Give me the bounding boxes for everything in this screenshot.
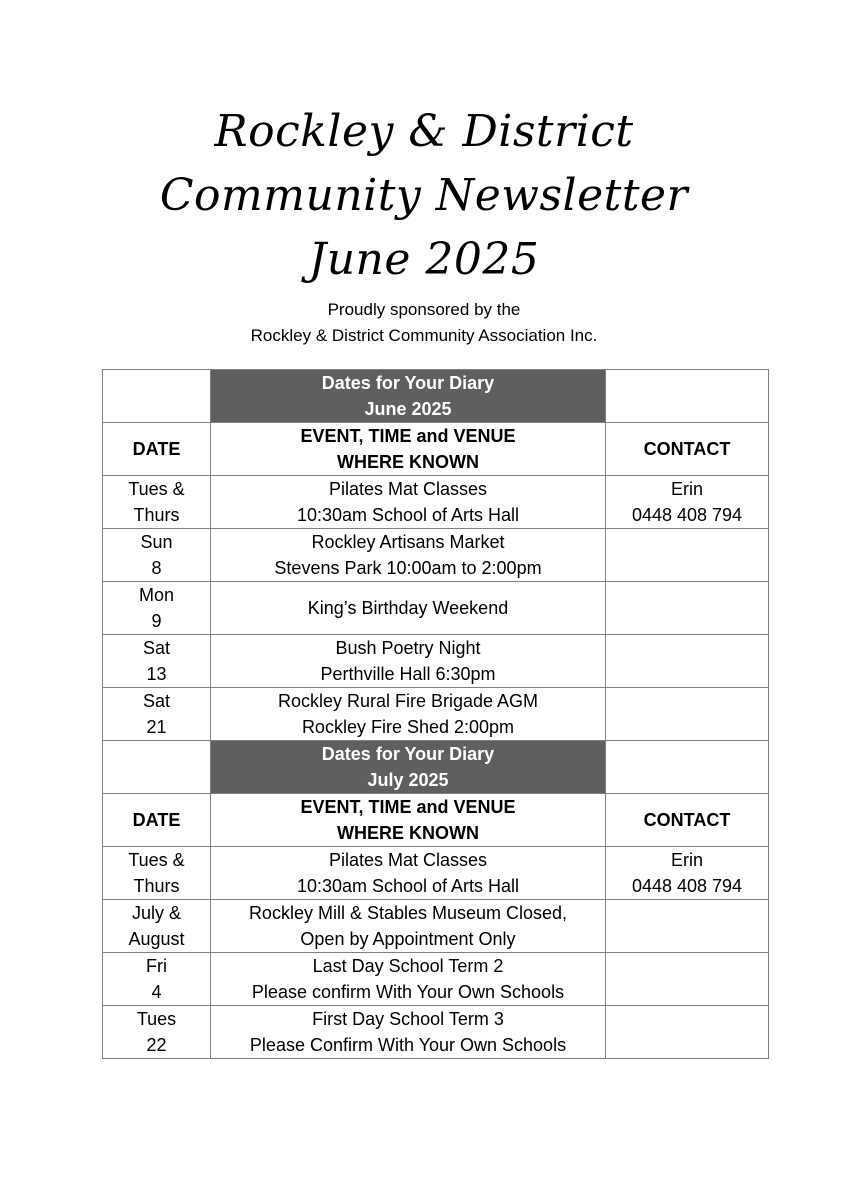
date-cell xyxy=(103,476,211,529)
event-cell xyxy=(211,1006,606,1059)
event-cell xyxy=(211,688,606,741)
event-cell xyxy=(211,582,606,635)
date-line-1: Mon xyxy=(138,585,174,605)
event-line-2: Please Confirm With Your Own Schools xyxy=(249,1035,567,1055)
event-line-2: Rockley Fire Shed 2:00pm xyxy=(301,717,515,737)
title-line-3: June 2025 xyxy=(308,234,540,285)
event-cell xyxy=(211,953,606,1006)
date-cell xyxy=(103,900,211,953)
date-cell xyxy=(103,635,211,688)
table-row xyxy=(103,476,769,529)
event-line-1: Pilates Mat Classes xyxy=(328,850,488,870)
date-line-1: Tues & xyxy=(128,479,185,499)
contact-name: Erin xyxy=(670,479,703,499)
section-heading-month: June 2025 xyxy=(364,399,452,419)
section-heading-row xyxy=(103,370,769,423)
date-line-2: Thurs xyxy=(133,505,180,525)
section-heading-month: July 2025 xyxy=(367,770,449,790)
event-line-2: Please confirm With Your Own Schools xyxy=(251,982,565,1002)
sponsor-line-1: Proudly sponsored by the xyxy=(327,300,521,319)
sponsor-text xyxy=(0,297,848,349)
contact-name: Erin xyxy=(670,850,703,870)
newsletter-title xyxy=(0,100,848,292)
event-cell xyxy=(211,529,606,582)
table-row xyxy=(103,529,769,582)
date-cell xyxy=(103,529,211,582)
table-row xyxy=(103,953,769,1006)
event-line-1: King’s Birthday Weekend xyxy=(307,598,509,618)
contact-cell xyxy=(606,953,769,1006)
contact-cell xyxy=(606,635,769,688)
title-line-2: Community Newsletter xyxy=(159,170,689,221)
event-line-1: Rockley Mill & Stables Museum Closed, xyxy=(248,903,568,923)
date-line-1: Fri xyxy=(146,956,167,976)
table-row xyxy=(103,1006,769,1059)
contact-phone: 0448 408 794 xyxy=(631,876,743,896)
date-cell xyxy=(103,953,211,1006)
table-row xyxy=(103,900,769,953)
column-header-contact: CONTACT xyxy=(606,794,769,847)
diary-table xyxy=(102,369,769,1059)
date-cell xyxy=(103,582,211,635)
column-header-event-line-1: EVENT, TIME and VENUE xyxy=(300,426,516,446)
date-line-2: 4 xyxy=(151,982,162,1002)
event-line-1: First Day School Term 3 xyxy=(312,1009,504,1029)
date-line-1: July & xyxy=(131,903,182,923)
contact-cell xyxy=(606,900,769,953)
event-cell xyxy=(211,476,606,529)
date-line-1: Tues & xyxy=(128,850,185,870)
contact-cell xyxy=(606,476,769,529)
column-header-event-line-2: WHERE KNOWN xyxy=(337,452,479,472)
date-cell xyxy=(103,1006,211,1059)
column-header-date: DATE xyxy=(103,423,211,476)
empty-cell xyxy=(103,741,211,794)
event-cell xyxy=(211,635,606,688)
column-header-row xyxy=(103,423,769,476)
event-line-2: Stevens Park 10:00am to 2:00pm xyxy=(274,558,542,578)
table-row xyxy=(103,847,769,900)
event-line-1: Rockley Rural Fire Brigade AGM xyxy=(277,691,539,711)
section-heading xyxy=(211,741,606,794)
date-line-1: Sat xyxy=(142,691,171,711)
date-cell xyxy=(103,847,211,900)
column-header-row xyxy=(103,794,769,847)
event-line-1: Bush Poetry Night xyxy=(335,638,481,658)
contact-cell xyxy=(606,582,769,635)
event-line-2: Open by Appointment Only xyxy=(300,929,516,949)
date-line-1: Sun xyxy=(140,532,173,552)
empty-cell xyxy=(606,741,769,794)
date-line-2: 21 xyxy=(146,717,167,737)
empty-cell xyxy=(103,370,211,423)
date-line-2: 9 xyxy=(151,611,162,631)
event-line-1: Last Day School Term 2 xyxy=(312,956,504,976)
date-line-2: 13 xyxy=(146,664,167,684)
column-header-event xyxy=(211,794,606,847)
date-line-2: 8 xyxy=(151,558,162,578)
date-line-1: Sat xyxy=(142,638,171,658)
column-header-date: DATE xyxy=(103,794,211,847)
event-line-2: Perthville Hall 6:30pm xyxy=(320,664,496,684)
contact-phone: 0448 408 794 xyxy=(631,505,743,525)
event-line-1: Pilates Mat Classes xyxy=(328,479,488,499)
table-row xyxy=(103,635,769,688)
event-cell xyxy=(211,900,606,953)
event-line-2: 10:30am School of Arts Hall xyxy=(296,505,520,525)
date-line-2: Thurs xyxy=(133,876,180,896)
empty-cell xyxy=(606,370,769,423)
event-cell xyxy=(211,847,606,900)
column-header-event-line-2: WHERE KNOWN xyxy=(337,823,479,843)
date-line-1: Tues xyxy=(136,1009,177,1029)
date-cell xyxy=(103,688,211,741)
column-header-event xyxy=(211,423,606,476)
column-header-contact: CONTACT xyxy=(606,423,769,476)
section-heading-row xyxy=(103,741,769,794)
section-heading-title: Dates for Your Diary xyxy=(321,744,495,764)
sponsor-line-2: Rockley & District Community Association Inc. xyxy=(250,326,598,345)
date-line-2: August xyxy=(128,929,185,949)
event-line-1: Rockley Artisans Market xyxy=(311,532,505,552)
contact-cell xyxy=(606,529,769,582)
section-heading-title: Dates for Your Diary xyxy=(321,373,495,393)
column-header-event-line-1: EVENT, TIME and VENUE xyxy=(300,797,516,817)
contact-cell xyxy=(606,1006,769,1059)
contact-cell xyxy=(606,688,769,741)
section-heading xyxy=(211,370,606,423)
contact-cell xyxy=(606,847,769,900)
table-row xyxy=(103,582,769,635)
event-line-2: 10:30am School of Arts Hall xyxy=(296,876,520,896)
title-line-1: Rockley & District xyxy=(214,106,634,157)
table-row xyxy=(103,688,769,741)
date-line-2: 22 xyxy=(146,1035,167,1055)
